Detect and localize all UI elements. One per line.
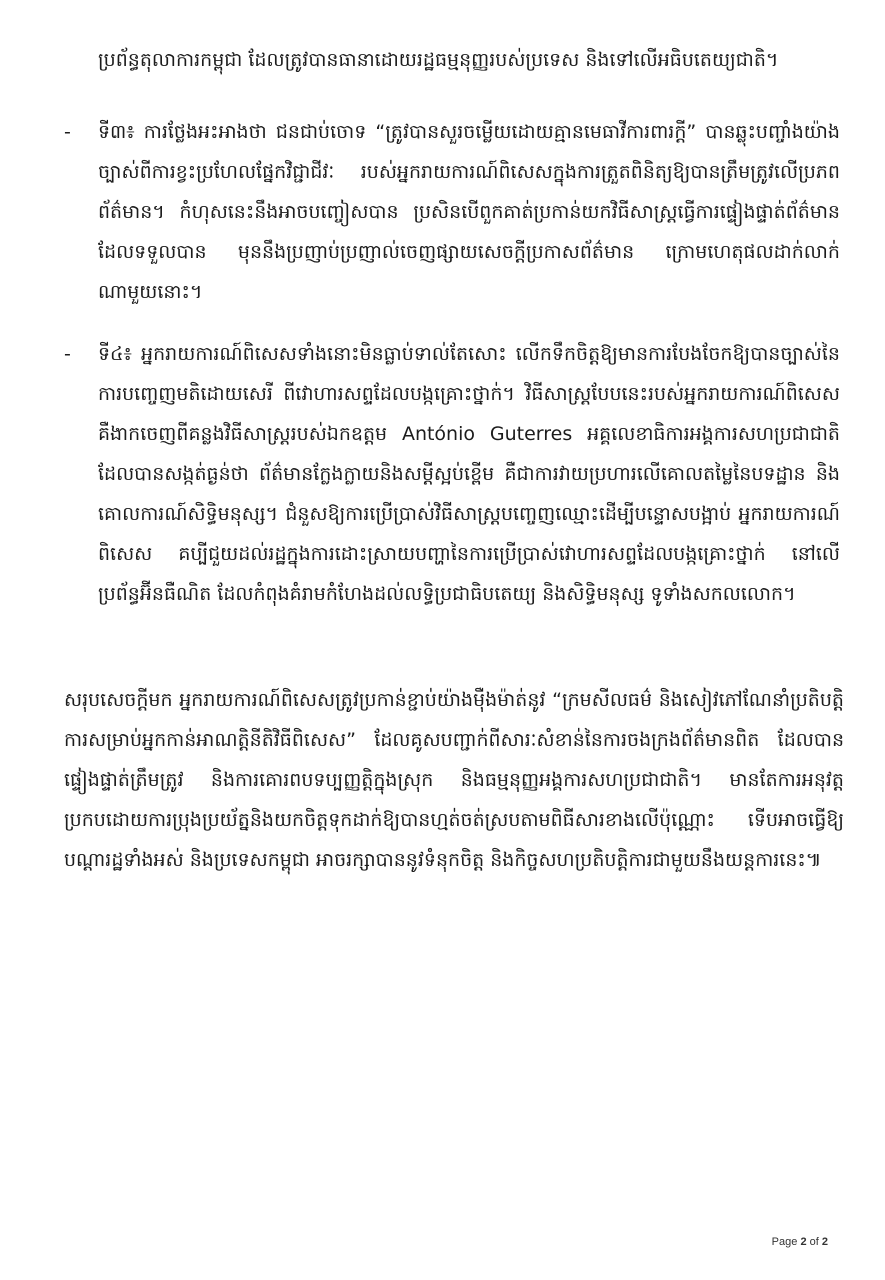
page-number: [772, 1236, 828, 1248]
page-current: 2: [800, 1236, 807, 1248]
of-word: of: [809, 1236, 819, 1248]
bullet-marker: -: [64, 121, 71, 143]
conclusion-paragraph: សរុបសេចក្តីមក អ្នករាយការណ៍ពិសេសត្រូវប្រកាន់ខ្ជាប់យ៉ាងម៉ឺងម៉ាត់នូវ “ក្រមសីលធម៌ និងសៀវភៅណែនាំប្រតិបត្តិការសម្រាប់អ្នកកាន់អាណត្តិនីតិវិធីពិសេស” ដែលគូសបញ្ជាក់ពីសារៈសំខាន់នៃការចងក្រងព័ត៌មានពិត ដែលបានផ្ទៀងផ្ទាត់ត្រឹមត្រូវ និងការគោរពបទប្បញ្ញត្តិក្នុងស្រុក និងធម្មនុញ្ញអង្គការសហប្រជាជាតិ។ មានតែការអនុវត្តប្រកបដោយការប្រុងប្រយ័ត្ននិងយកចិត្តទុកដាក់ឱ្យបានហ្មត់ចត់ស្របតាមពិធីសារខាងលើប៉ុណ្ណោះ ទើបអាចធ្វើឱ្យបណ្តារដ្ឋទាំងអស់ និងប្រទេសកម្ពុជា អាចរក្សាបាននូវទំនុកចិត្ត និងកិច្ចសហប្រតិបត្តិការជាមួយនឹងយន្តការនេះ៕: [64, 689, 844, 871]
page-word: Page: [771, 1236, 798, 1248]
bullet-text: ទី៤៖ អ្នករាយការណ៍ពិសេសទាំងនោះមិនធ្លាប់ទាល់តែសោះ លើកទឹកចិត្តឱ្យមានការបែងចែកឱ្យបានច្បាស់នៃការបញ្ចេញមតិដោយសេរី ពីវោហារសព្ទដែលបង្កគ្រោះថ្នាក់។ វិធីសាស្ត្របែបនេះរបស់អ្នករាយការណ៍ពិសេស គឺងាកចេញពីគន្លងវិធីសាស្ត្ររបស់ឯកឧត្តម António Guterres អគ្គលេខាធិការអង្គការសហប្រជាជាតិ ដែលបានសង្កត់ធ្ងន់ថា ព័ត៌មានក្លែងក្លាយនិងសម្តីស្អប់ខ្ពើម គឺជាការវាយប្រហារលើគោលតម្លៃនៃបទដ្ឋាន និងគោលការណ៍សិទ្ធិមនុស្ស។ ជំនួសឱ្យការប្រើប្រាស់វិធីសាស្ត្របញ្ចេញឈ្មោះដើម្បីបន្ទោសបង្អាប់ អ្នករាយការណ៍ពិសេស គប្បីជួយដល់រដ្ឋក្នុងការដោះស្រាយបញ្ហានៃការប្រើប្រាស់វោហារសព្ទដែលបង្កគ្រោះថ្នាក់ នៅលើប្រព័ន្ធអ៊ីនធឺណិត ដែលកំពុងគំរាមកំហែងដល់លទ្ធិប្រជាធិបតេយ្យ និងសិទ្ធិមនុស្ស ទូទាំងសកលលោក។: [98, 343, 840, 605]
bullet-text: ទី៣៖ ការថ្លែងអះអាងថា ជនជាប់ចោទ “ត្រូវបានសួរចម្លើយដោយគ្មានមេធាវីការពារក្តី” បានឆ្លុះបញ្ចាំងយ៉ាងច្បាស់ពីការខ្វះប្រហែលផ្នែកវិជ្ជាជីវៈ របស់អ្នករាយការណ៍ពិសេសក្នុងការត្រួតពិនិត្យឱ្យបានត្រឹមត្រូវលើប្រភពព័ត៌មាន។ កំហុសនេះនឹងអាចបញ្ចៀសបាន ប្រសិនបើពួកគាត់ប្រកាន់យកវិធីសាស្ត្រធ្វើការផ្ទៀងផ្ទាត់ព័ត៌មានដែលទទួលបាន មុននឹងប្រញាប់ប្រញាល់ចេញផ្សាយសេចក្តីប្រកាសព័ត៌មាន ក្រោមហេតុផលដាក់លាក់ណាមួយនោះ។: [98, 121, 840, 303]
bullet-marker: -: [64, 343, 71, 365]
page-total: 2: [821, 1236, 828, 1248]
continuation-paragraph: ប្រព័ន្ធតុលាការកម្ពុជា ដែលត្រូវបានធានាដោយរដ្ឋធម្មនុញ្ញរបស់ប្រទេស និងទៅលើអធិបតេយ្យជាតិ។: [98, 49, 779, 71]
